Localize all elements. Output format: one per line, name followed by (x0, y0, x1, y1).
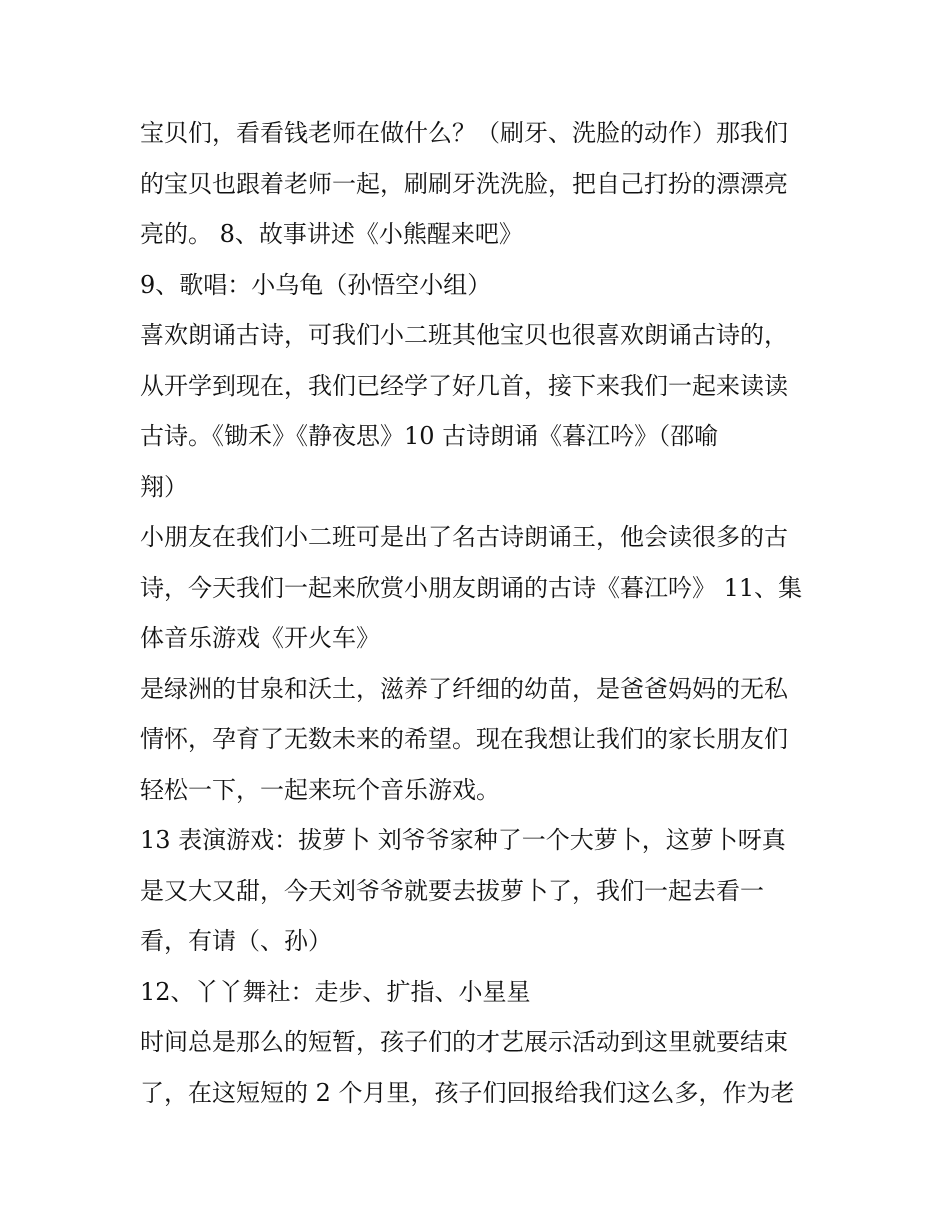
paragraph-8: 时间总是那么的短暂，孩子们的才艺展示活动到这里就要结束 了，在这短短的 2 个月里，孩子们回报给我们这么多，作为老 (140, 1028, 795, 1107)
paragraph-3: 喜欢朗诵古诗，可我们小二班其他宝贝也很喜欢朗诵古诗的， 从开学到现在，我们已经学了好几首，接下来我们一起来读读 古诗。《锄禾》《静夜思》10 古诗朗诵《暮江吟》（邵喻 翔） (140, 321, 788, 501)
paragraph-5: 是绿洲的甘泉和沃土，滋养了纤细的幼苗，是爸爸妈妈的无私 情怀，孕育了无数未来的希望。现在我想让我们的家长朋友们 轻松一下，一起来玩个音乐游戏。 (140, 674, 788, 804)
paragraph-2: 9、歌唱：小乌龟（孙悟空小组） (140, 270, 492, 299)
document-body (140, 108, 820, 1118)
paragraph-6: 13 表演游戏：拔萝卜 刘爷爷家种了一个大萝卜，这萝卜呀真 是又大又甜，今天刘爷爷就要去拔萝卜了，我们一起去看一 看，有请（、孙） (140, 826, 786, 955)
paragraph-4: 小朋友在我们小二班可是出了名古诗朗诵王，他会读很多的古 诗，今天我们一起来欣赏小朋友朗诵的古诗《暮江吟》 11、集 体音乐游戏《开火车》 (140, 523, 803, 652)
paragraph-1: 宝贝们，看看钱老师在做什么？（刷牙、洗脸的动作）那我们 的宝贝也跟着老师一起，刷刷牙洗洗脸，把自己打扮的漂漂亮 亮的。 8、故事讲述《小熊醒来吧》 (140, 119, 788, 248)
paragraph-7: 12、丫丫舞社：走步、扩指、小星星 (140, 977, 531, 1006)
